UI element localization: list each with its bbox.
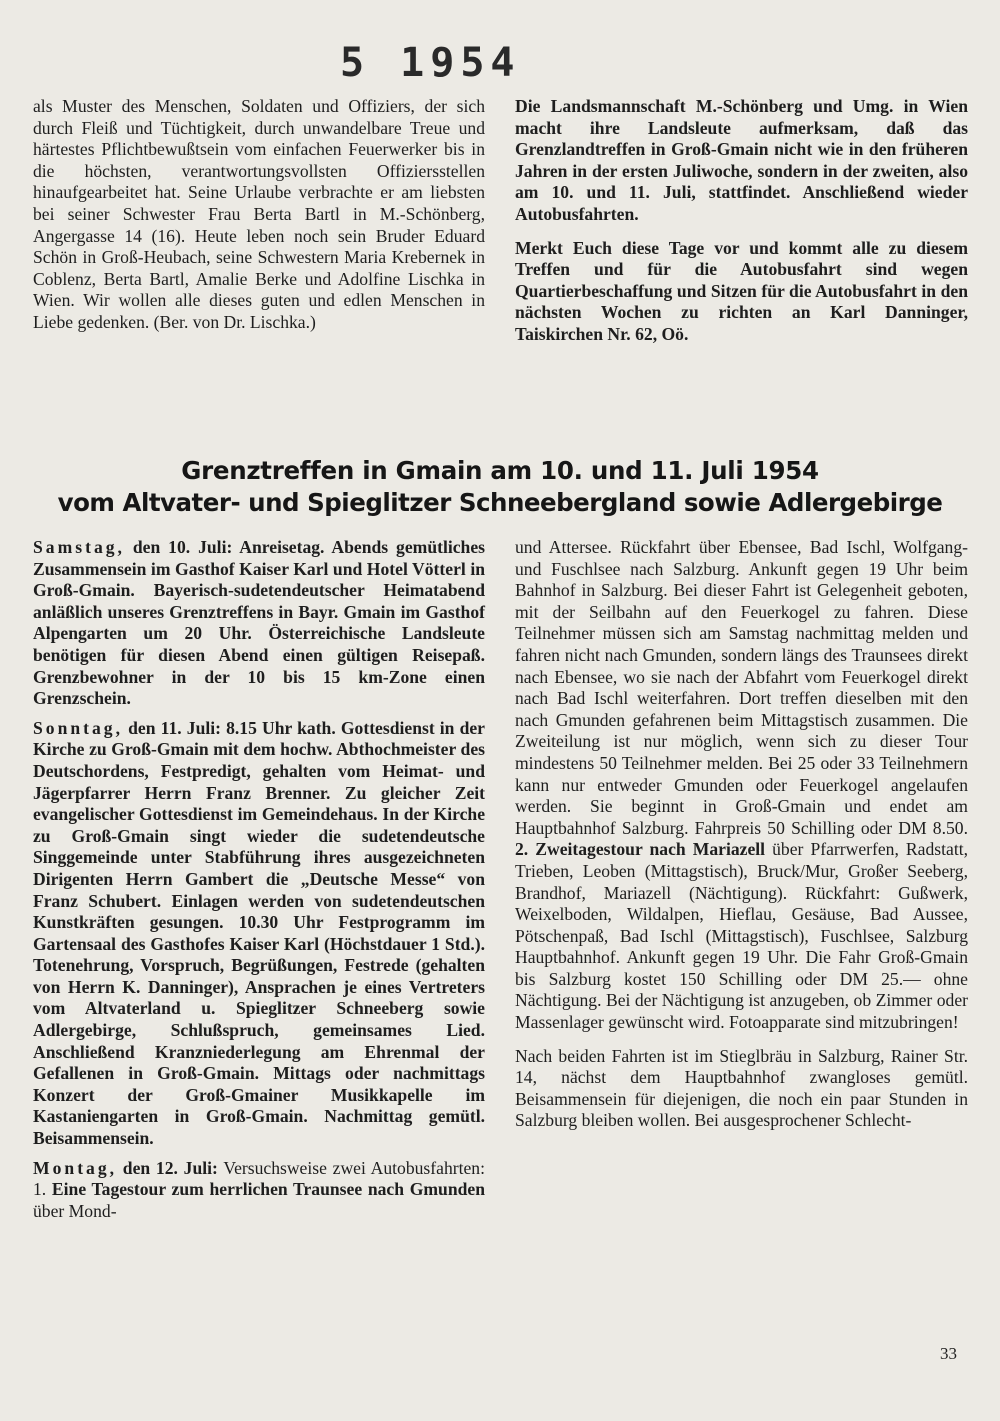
sunday-label: Sonntag, — [33, 717, 124, 738]
tour-2-title: 2. Zweitagestour nach Mariazell — [515, 839, 766, 860]
announcement-paragraph-2: Merkt Euch diese Tage vor und kommt alle zu diesem Treffen und für die Autobusfahrt sind wegen Quartierbeschaffung und Sitzen für die Autobusfahrt in den nächsten Wochen zu richten an Karl Danninger, Taiskirchen Nr. 62, Oö. — [515, 237, 968, 344]
tour-2-details: über Pfarrwerfen, Radstatt, Trieben, Leoben (Mittagstisch), Bruck/Mur, Großer Seeberg, Brandhof, Mariazell (Nächtigung). Rückfahrt: Gußwerk, Weixelboden, Wildalpen, Hieflau, Gesäuse, Bad Aussee, Pötschenpaß, Bad Ischl (Mittagstisch), Fuschlsee, Salzburg Hauptbahnhof. Ankunft gegen 19 Uhr. Die Fahr Groß-Gmain bis Salzburg kostet 150 Schilling oder DM 25.— ohne Nächtigung. Bei der Nächtigung ist anzugeben, ob Zimmer oder Massenlager gewünscht wird. Fotoapparate sind mitzubringen! — [515, 839, 968, 1033]
article-headline — [20, 455, 980, 519]
monday-continuation: über Mond- — [33, 1200, 117, 1221]
tour-1-details: und Attersee. Rückfahrt über Ebensee, Bad Ischl, Wolfgang- und Fuschlsee nach Salzburg. Ankunft gegen 19 Uhr beim Bahnhof in Salzburg. Bei dieser Fahrt ist Gelegenheit geboten, mit der Seilbahn auf den Feuerkogel zu fahren. Diese Teilnehmer müssen sich am Samstag nachmittag melden und fahren nicht nach Gmunden, sondern längs des Traunsees direkt nach Ebensee, wo sie nach der Abfahrt vom Feuerkogel direkt nach Bad Ischl weiterfahren. Dort treffen dieselben mit den nach Gmunden gefahrenen beim Mittagstisch zusammen. Die Zweiteilung ist nur möglich, wenn sich zu dieser Tour mindestens 50 Teilnehmer melden. Bei 25 oder 33 Teilnehmern kann nur entweder Gmunden oder Feuerkogel angelaufen werden. Sie beginnt in Groß-Gmain und endet am Hauptbahnhof Salzburg. Fahrpreis 50 Schilling oder DM 8.50. — [515, 537, 968, 838]
sunday-text: den 11. Juli: 8.15 Uhr kath. Gottesdienst in der Kirche zu Groß-Gmain mit dem hochw. Abthochmeister des Deutschordens, Festpredigt, gehalten vom Heimat- und Jägerpfarrer Herrn Franz Brenner. Zu gleicher Zeit evangelischer Gottesdienst im Gemeindehaus. In der Kirche zu Groß-Gmain singt wieder die sudetendeutsche Singgemeinde unter Stabführung ihres ausgezeichneten Dirigenten Herrn Gambert die „Deutsche Messe“ von Franz Schubert. Einlagen werden von sudetendeutschen Kunstkräften gesungen. 10.30 Uhr Festprogramm im Gartensaal des Gasthofes Kaiser Karl (Höchstdauer 1 Std.). Totenehrung, Vorspruch, Begrüßungen, Festrede (gehalten von Herrn K. Danninger), Ansprachen je eines Vertreters vom Altvaterland u. Spieglitzer Schneeberg sowie Adlergebirge, Schlußspruch, gemeinsames Lied. Anschließend Kranzniederlegung am Ehrenmal der Gefallenen in Groß-Gmain. Mittags oder nachmittags Konzert der Groß-Gmainer Musikkapelle im Kastaniengarten in Groß-Gmain. Nachmittag gemütl. Beisammensein. — [33, 717, 485, 1149]
obituary-text: als Muster des Menschen, Soldaten und Offiziers, der sich durch Fleiß und Tüchtigkeit, durch unwandelbare Treue und härtestes Pflichtbewußtsein vom einfachen Feuerwerker bis in die höchsten, verantwortungsvollsten Offiziersstellen hinaufgearbeitet hat. Seine Urlaube verbrachte er am liebsten bei seiner Schwester Frau Berta Bartl in M.-Schönberg, Angergasse 14 (16). Heute leben noch sein Bruder Eduard Schön in Groß-Heubach, seine Schwestern Maria Krebernek in Coblenz, Berta Bartl, Amalie Berke und Adolfine Lischka in Wien. Wir wollen alle dieses guten und edlen Menschen in Liebe gedenken. (Ber. von Dr. Lischka.) — [33, 96, 485, 332]
monday-intro: Versuchsweise zwei Autobusfahrten: 1. — [33, 1157, 485, 1200]
tour-details-paragraph — [515, 537, 968, 1034]
saturday-text: den 10. Juli: Anreisetag. Abends gemütliches Zusammensein im Gasthof Kaiser Karl und Hotel Vötterl in Groß-Gmain. Bayerisch-sudetendeutscher Heimatabend anläßlich unseres Grenztreffens in Bayr. Gmain im Gasthof Alpengarten um 20 Uhr. Österreichische Landsleute benötigen für diesen Abend einen gültigen Reisepaß. Grenzbewohner in der 10 bis 15 km-Zone einen Grenzschein. — [33, 537, 485, 709]
saturday-paragraph — [33, 537, 485, 710]
obituary-column — [33, 96, 485, 334]
gathering-paragraph: Nach beiden Fahrten ist im Stieglbräu in Salzburg, Rainer Str. 14, nächst dem Hauptbahnhof zwangloses gemütl. Beisammensein für diejenigen, die noch ein paar Stunden in Salzburg bleiben wollen. Bei ausgesprochener Schlecht- — [515, 1045, 968, 1131]
program-column-left — [33, 537, 485, 1222]
monday-label: Montag, — [33, 1157, 118, 1178]
sunday-paragraph — [33, 718, 485, 1150]
headline-line-1: Grenztreffen in Gmain am 10. und 11. Juli 1954 — [181, 456, 819, 485]
issue-number: 5 1954 — [340, 40, 521, 86]
program-column-right — [515, 537, 968, 1132]
announcement-paragraph-1: Die Landsmannschaft M.-Schönberg und Umg. in Wien macht ihre Landsleute aufmerksam, daß das Grenzlandtreffen in Groß-Gmain nicht wie in den früheren Jahren in der ersten Juliwoche, sondern in der zweiten, also am 10. und 11. Juli, stattfindet. Anschließend wieder Autobusfahrten. — [515, 96, 968, 224]
page-number: 33 — [940, 1344, 957, 1363]
monday-paragraph — [33, 1158, 485, 1223]
announcement-column — [515, 96, 968, 346]
saturday-label: Samstag, — [33, 537, 125, 557]
monday-date: den 12. Juli: — [122, 1157, 218, 1178]
headline-line-2: vom Altvater- und Spieglitzer Schneebergland sowie Adlergebirge — [57, 488, 943, 517]
monday-tour-title: Eine Tagestour zum herrlichen Traunsee nach Gmunden — [51, 1179, 485, 1200]
